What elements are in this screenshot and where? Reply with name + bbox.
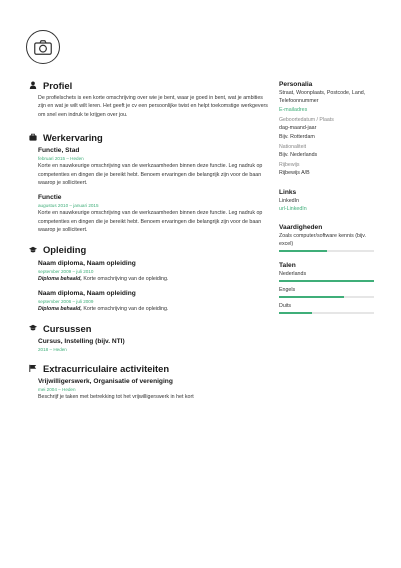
section-cursussen xyxy=(28,322,268,353)
language-level-bar xyxy=(279,312,374,314)
nationality-value: Bijv. Nederlands xyxy=(279,152,318,159)
section-title: Werkervaring xyxy=(43,131,103,143)
entry-date: september 2006 – juli 2009 xyxy=(38,299,94,305)
section-title: Cursussen xyxy=(43,322,92,334)
main-column xyxy=(28,79,268,411)
language-level-bar xyxy=(279,280,374,282)
language-label: Engels xyxy=(279,287,296,294)
sidebar xyxy=(279,80,374,321)
list-item xyxy=(38,146,268,187)
camera-icon xyxy=(34,40,52,55)
entry-description: Korte en nauwkeurige omschrijving van de werkzaamheden binnen deze functie. Leg nadruk op competenties en dingen die je bereikt hebt. Benoem ervaringen die belangrijk zijn voor de baan waarop je solliciteert. xyxy=(38,163,263,187)
graduation-cap-icon xyxy=(28,323,38,333)
skills-block xyxy=(279,223,374,252)
entry-date: mei 2004 – Heden xyxy=(38,387,76,393)
section-title: Opleiding xyxy=(43,244,87,256)
person-icon xyxy=(28,80,38,90)
list-item xyxy=(38,193,268,234)
section-title: Extracurriculaire activiteiten xyxy=(43,362,170,374)
sidebar-heading: Talen xyxy=(279,262,296,270)
entry-title: Naam diploma, Naam opleiding xyxy=(38,290,136,298)
languages-block xyxy=(279,261,374,314)
skill-level-fill xyxy=(279,250,327,252)
license-value: Rijbewijs A/B xyxy=(279,170,310,177)
entry-date: september 2009 – juli 2010 xyxy=(38,268,94,274)
list-item xyxy=(38,337,268,353)
section-werkervaring xyxy=(28,131,268,234)
license-label: Rijbewijs xyxy=(279,162,300,169)
entry-emphasis: Diploma behaald, xyxy=(38,306,82,313)
language-label: Duits xyxy=(279,303,292,310)
address-text: Straat, Woonplaats, Postcode, Land, Telefoonnummer xyxy=(279,90,366,105)
entry-text: Korte omschrijving van de opleiding. xyxy=(81,306,169,313)
entry-date: februari 2015 – Heden xyxy=(38,156,84,162)
language-level-bar xyxy=(279,296,374,298)
email-link[interactable]: E-mailadres xyxy=(279,106,308,113)
entry-description xyxy=(38,275,268,283)
entry-description: Korte en nauwkeurige omschrijving van de werkzaamheden binnen deze functie. Leg nadruk op competenties en dingen die je bereikt hebt. Benoem ervaringen die belangrijk zijn voor de baan waarop je solliciteert. xyxy=(38,210,263,234)
birth-date: dag-maand-jaar xyxy=(279,125,317,132)
linkedin-link[interactable]: url-LinkedIn xyxy=(279,206,307,213)
photo-placeholder xyxy=(26,30,60,64)
language-label: Nederlands xyxy=(279,271,307,278)
list-item xyxy=(38,377,268,401)
graduation-cap-icon xyxy=(28,245,38,255)
personalia-block xyxy=(279,80,374,178)
birth-place: Bijv. Rotterdam xyxy=(279,133,315,140)
links-block xyxy=(279,188,374,214)
list-item xyxy=(38,289,268,313)
entry-date: augustus 2010 – januari 2015 xyxy=(38,203,99,209)
birth-label: Geboortedatum / Plaats xyxy=(279,117,334,124)
section-extracurriculair xyxy=(28,362,268,401)
entry-description xyxy=(38,305,268,313)
flag-icon xyxy=(28,363,38,373)
linkedin-label: LinkedIn xyxy=(279,197,300,204)
entry-description: Beschrijf je taken met betrekking tot het vrijwilligerswerk in het kort xyxy=(38,394,194,401)
entry-title: Cursus, Instelling (bijv. NTI) xyxy=(38,338,125,346)
entry-text: Korte omschrijving van de opleiding. xyxy=(81,275,169,282)
language-level-fill xyxy=(279,312,312,314)
language-level-fill xyxy=(279,280,374,282)
briefcase-icon xyxy=(28,132,38,142)
entry-title: Naam diploma, Naam opleiding xyxy=(38,259,136,267)
profile-text: De profielschets is een korte omschrijving over wie je bent, waar je goed in bent, wat je ambities zijn en wat je wilt wilt leren. Het geeft je cv een persoonlijke twist en helpt toekomstige werkgevers om snel een indruk te krijgen over jou. xyxy=(38,95,268,118)
skill-level-bar xyxy=(279,250,374,252)
entry-date: 2018 – Heden xyxy=(38,347,67,353)
sidebar-heading: Personalia xyxy=(279,81,313,88)
sidebar-heading: Links xyxy=(279,188,297,196)
entry-title: Functie xyxy=(38,194,62,202)
section-opleiding xyxy=(28,244,268,314)
sidebar-heading: Vaardigheden xyxy=(279,223,323,231)
nationality-label: Nationaliteit xyxy=(279,144,307,151)
entry-emphasis: Diploma behaald, xyxy=(38,275,82,282)
language-level-fill xyxy=(279,296,344,298)
list-item xyxy=(38,259,268,283)
skill-label: Zoals computer/software kennis (bijv. excel) xyxy=(279,232,367,248)
section-title: Profiel xyxy=(43,79,73,91)
entry-title: Functie, Stad xyxy=(38,147,80,155)
entry-title: Vrijwilligerswerk, Organisatie of vereniging xyxy=(38,378,173,386)
section-profiel xyxy=(28,79,268,119)
